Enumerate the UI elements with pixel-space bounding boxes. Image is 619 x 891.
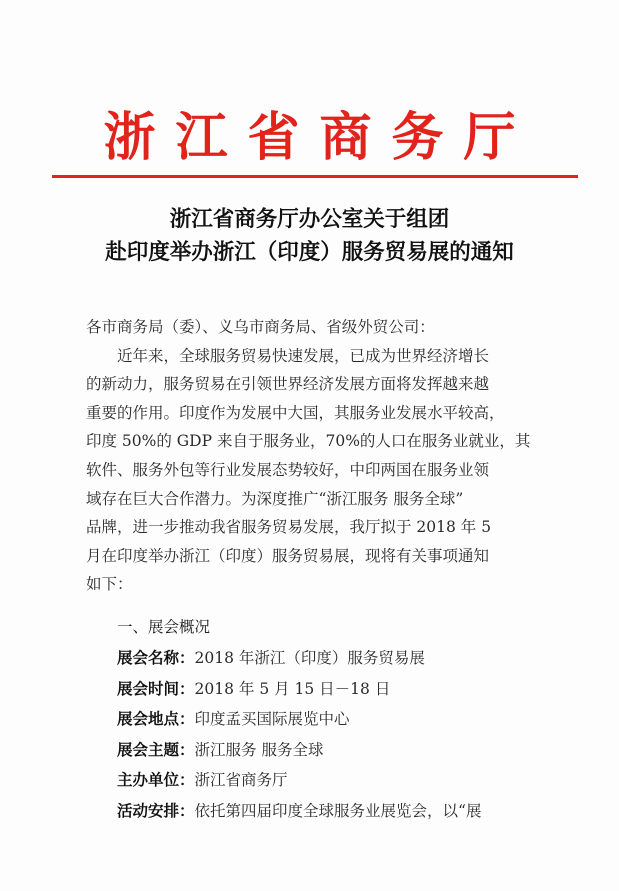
salutation: 各市商务局（委）、义乌市商务局、省级外贸公司： — [86, 318, 435, 336]
info-value: 浙江省商务厅 — [194, 771, 288, 789]
document-title-line-1: 浙江省商务厅办公室关于组团 — [169, 207, 450, 232]
info-label: 主办单位： — [117, 771, 195, 789]
document-title-line-2: 赴印度举办浙江（印度）服务贸易展的通知 — [105, 240, 514, 265]
paragraph-line: 月在印度举办浙江（印度）服务贸易展，现将有关事项通知 — [86, 546, 490, 565]
info-value: 2018 年 5 月 15 日－18 日 — [194, 679, 391, 698]
exhibition-info-list — [117, 643, 547, 826]
info-label: 展会主题： — [117, 740, 195, 759]
info-row-organizer — [117, 765, 547, 796]
paragraph-line: 软件、服务外包等行业发展态势较好，中印两国在服务业领 — [86, 460, 490, 479]
info-value: 印度孟买国际展览中心 — [194, 710, 350, 728]
info-row-time — [117, 674, 547, 705]
info-value: 浙江服务 服务全球 — [194, 740, 324, 759]
info-value: 2018 年浙江（印度）服务贸易展 — [194, 649, 425, 667]
paragraph-line: 品牌，进一步推动我省服务贸易发展，我厅拟于 2018 年 5 — [86, 518, 492, 537]
paragraph-line: 域存在巨大合作潜力。为深度推广“浙江服务 服务全球” — [86, 489, 464, 508]
section-heading: 一、展会概况 — [117, 618, 211, 636]
info-label: 展会名称： — [117, 649, 195, 667]
info-row-theme — [117, 735, 547, 766]
info-label: 展会时间： — [117, 679, 195, 698]
info-row-schedule — [117, 796, 547, 827]
paragraph-line: 的新动力，服务贸易在引领世界经济发展方面将发挥越来越 — [86, 375, 490, 394]
document-title — [0, 203, 619, 269]
letterhead-red-rule — [52, 175, 578, 178]
letterhead-title: 浙江省商务厅 — [103, 107, 536, 168]
paragraph-line: 重要的作用。印度作为发展中大国，其服务业发展水平较高， — [86, 403, 505, 422]
paragraph-line: 近年来，全球服务贸易快速发展，已成为世界经济增长 — [117, 346, 490, 365]
info-row-venue — [117, 704, 547, 735]
info-label: 活动安排： — [117, 801, 195, 820]
paragraph-line: 如下： — [86, 575, 133, 594]
document-body — [86, 313, 540, 599]
paragraph-line: 印度 50%的 GDP 来自于服务业，70%的人口在服务业就业，其 — [86, 432, 531, 451]
info-row-name — [117, 643, 547, 674]
info-value: 依托第四届印度全球服务业展览会，以“展 — [194, 801, 482, 820]
info-label: 展会地点： — [117, 710, 195, 728]
